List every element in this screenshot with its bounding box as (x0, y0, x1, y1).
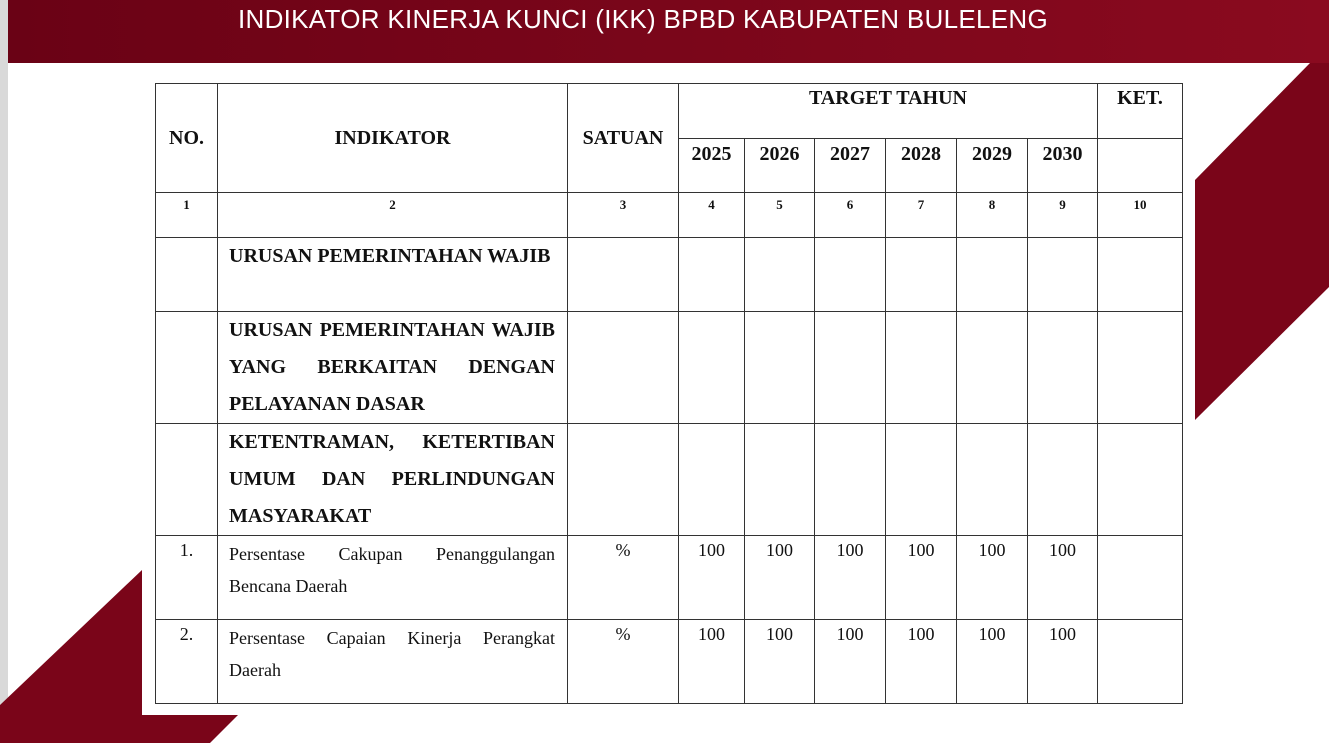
category-row (156, 424, 1183, 536)
target-value: 100 (815, 536, 886, 620)
header-indikator: INDIKATOR (218, 84, 568, 193)
target-value: 100 (886, 620, 957, 704)
col-number: 6 (815, 193, 886, 238)
col-number: 2 (218, 193, 568, 238)
year-cell: 2026 (745, 139, 815, 193)
category-row (156, 312, 1183, 424)
year-cell: 2027 (815, 139, 886, 193)
year-cell: 2030 (1028, 139, 1098, 193)
year-cell: 2025 (679, 139, 745, 193)
col-number: 4 (679, 193, 745, 238)
header-target-tahun: TARGET TAHUN (679, 84, 1098, 139)
indicator-row (156, 620, 1183, 704)
category-label: KETENTRAMAN, KETERTIBAN UMUM DAN PERLINDUNGAN MASYARAKAT (218, 424, 568, 536)
header-satuan: SATUAN (568, 84, 679, 193)
header-row (156, 84, 1183, 139)
col-number: 8 (957, 193, 1028, 238)
column-number-row (156, 193, 1183, 238)
page-title: INDIKATOR KINERJA KUNCI (IKK) BPBD KABUPATEN BULELENG (237, 4, 1049, 34)
target-value: 100 (679, 536, 745, 620)
col-number: 9 (1028, 193, 1098, 238)
target-value: 100 (957, 536, 1028, 620)
row-number: 2. (156, 620, 218, 704)
col-number: 7 (886, 193, 957, 238)
target-value: 100 (886, 536, 957, 620)
col-number: 3 (568, 193, 679, 238)
indicator-name: Persentase Cakupan Penanggulangan Bencana Daerah (218, 536, 568, 620)
target-value: 100 (1028, 620, 1098, 704)
ket-cell (1098, 620, 1183, 704)
ikk-table (155, 83, 1183, 704)
target-value: 100 (815, 620, 886, 704)
ket-year-blank (1098, 139, 1183, 193)
target-value: 100 (745, 536, 815, 620)
year-cell: 2029 (957, 139, 1028, 193)
title-banner (8, 0, 1329, 63)
ket-cell (1098, 536, 1183, 620)
target-value: 100 (745, 620, 815, 704)
indicator-row (156, 536, 1183, 620)
col-number: 10 (1098, 193, 1183, 238)
header-ket: KET. (1098, 84, 1183, 139)
row-number: 1. (156, 536, 218, 620)
col-number: 5 (745, 193, 815, 238)
target-value: 100 (957, 620, 1028, 704)
unit-cell: % (568, 536, 679, 620)
category-label: URUSAN PEMERINTAHAN WAJIB (218, 238, 568, 312)
header-no: NO. (156, 84, 218, 193)
year-cell: 2028 (886, 139, 957, 193)
indicator-name: Persentase Capaian Kinerja Perangkat Daerah (218, 620, 568, 704)
category-label: URUSAN PEMERINTAHAN WAJIB YANG BERKAITAN DENGAN PELAYANAN DASAR (218, 312, 568, 424)
target-value: 100 (679, 620, 745, 704)
category-row (156, 238, 1183, 312)
target-value: 100 (1028, 536, 1098, 620)
right-decor-shape (1195, 63, 1329, 420)
col-number: 1 (156, 193, 218, 238)
unit-cell: % (568, 620, 679, 704)
